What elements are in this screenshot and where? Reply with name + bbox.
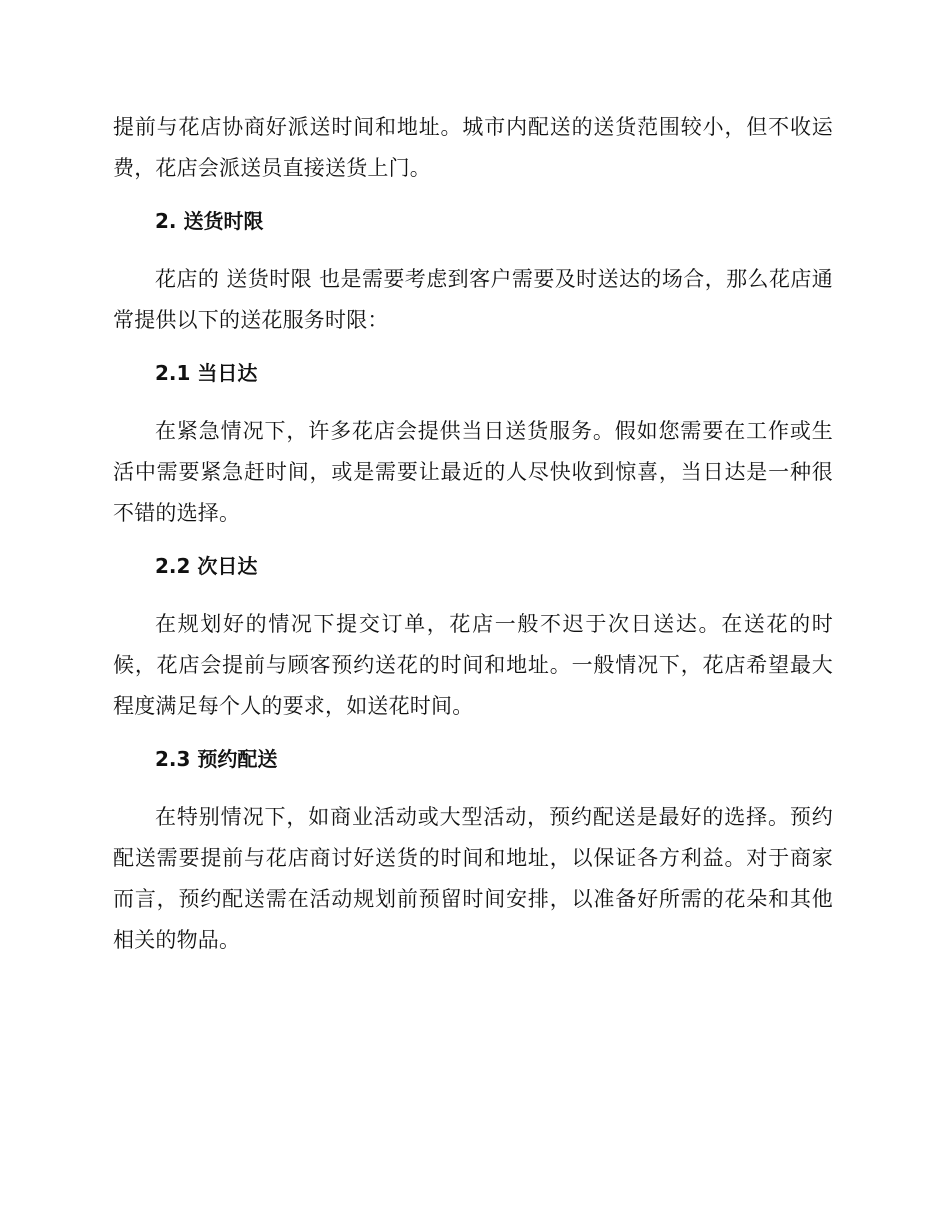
- paragraph-section-2: 花店的 送货时限 也是需要考虑到客户需要及时送达的场合，那么花店通常提供以下的送花服务时限：: [113, 267, 833, 332]
- paragraph-section-2-2: 在规划好的情况下提交订单，花店一般不迟于次日送达。在送花的时候，花店会提前与顾客预约送花的时间和地址。一般情况下，花店希望最大程度满足每个人的要求，如送花时间。: [113, 612, 833, 718]
- section-heading-2: 2. 送货时限: [155, 209, 264, 233]
- document-body: [113, 107, 833, 961]
- section-heading-2-1: 2.1 当日达: [155, 361, 258, 385]
- section-heading-2-3: 2.3 预约配送: [155, 747, 278, 771]
- paragraph-intro: 提前与花店协商好派送时间和地址。城市内配送的送货范围较小，但不收运费，花店会派送员直接送货上门。: [113, 115, 833, 180]
- section-heading-2-2: 2.2 次日达: [155, 554, 258, 578]
- paragraph-section-2-3: 在特别情况下，如商业活动或大型活动，预约配送是最好的选择。预约配送需要提前与花店商讨好送货的时间和地址，以保证各方利益。对于商家而言，预约配送需在活动规划前预留时间安排，以准备好所需的花朵和其他相关的物品。: [113, 805, 833, 952]
- paragraph-section-2-1: 在紧急情况下，许多花店会提供当日送货服务。假如您需要在工作或生活中需要紧急赶时间，或是需要让最近的人尽快收到惊喜，当日达是一种很不错的选择。: [113, 419, 833, 525]
